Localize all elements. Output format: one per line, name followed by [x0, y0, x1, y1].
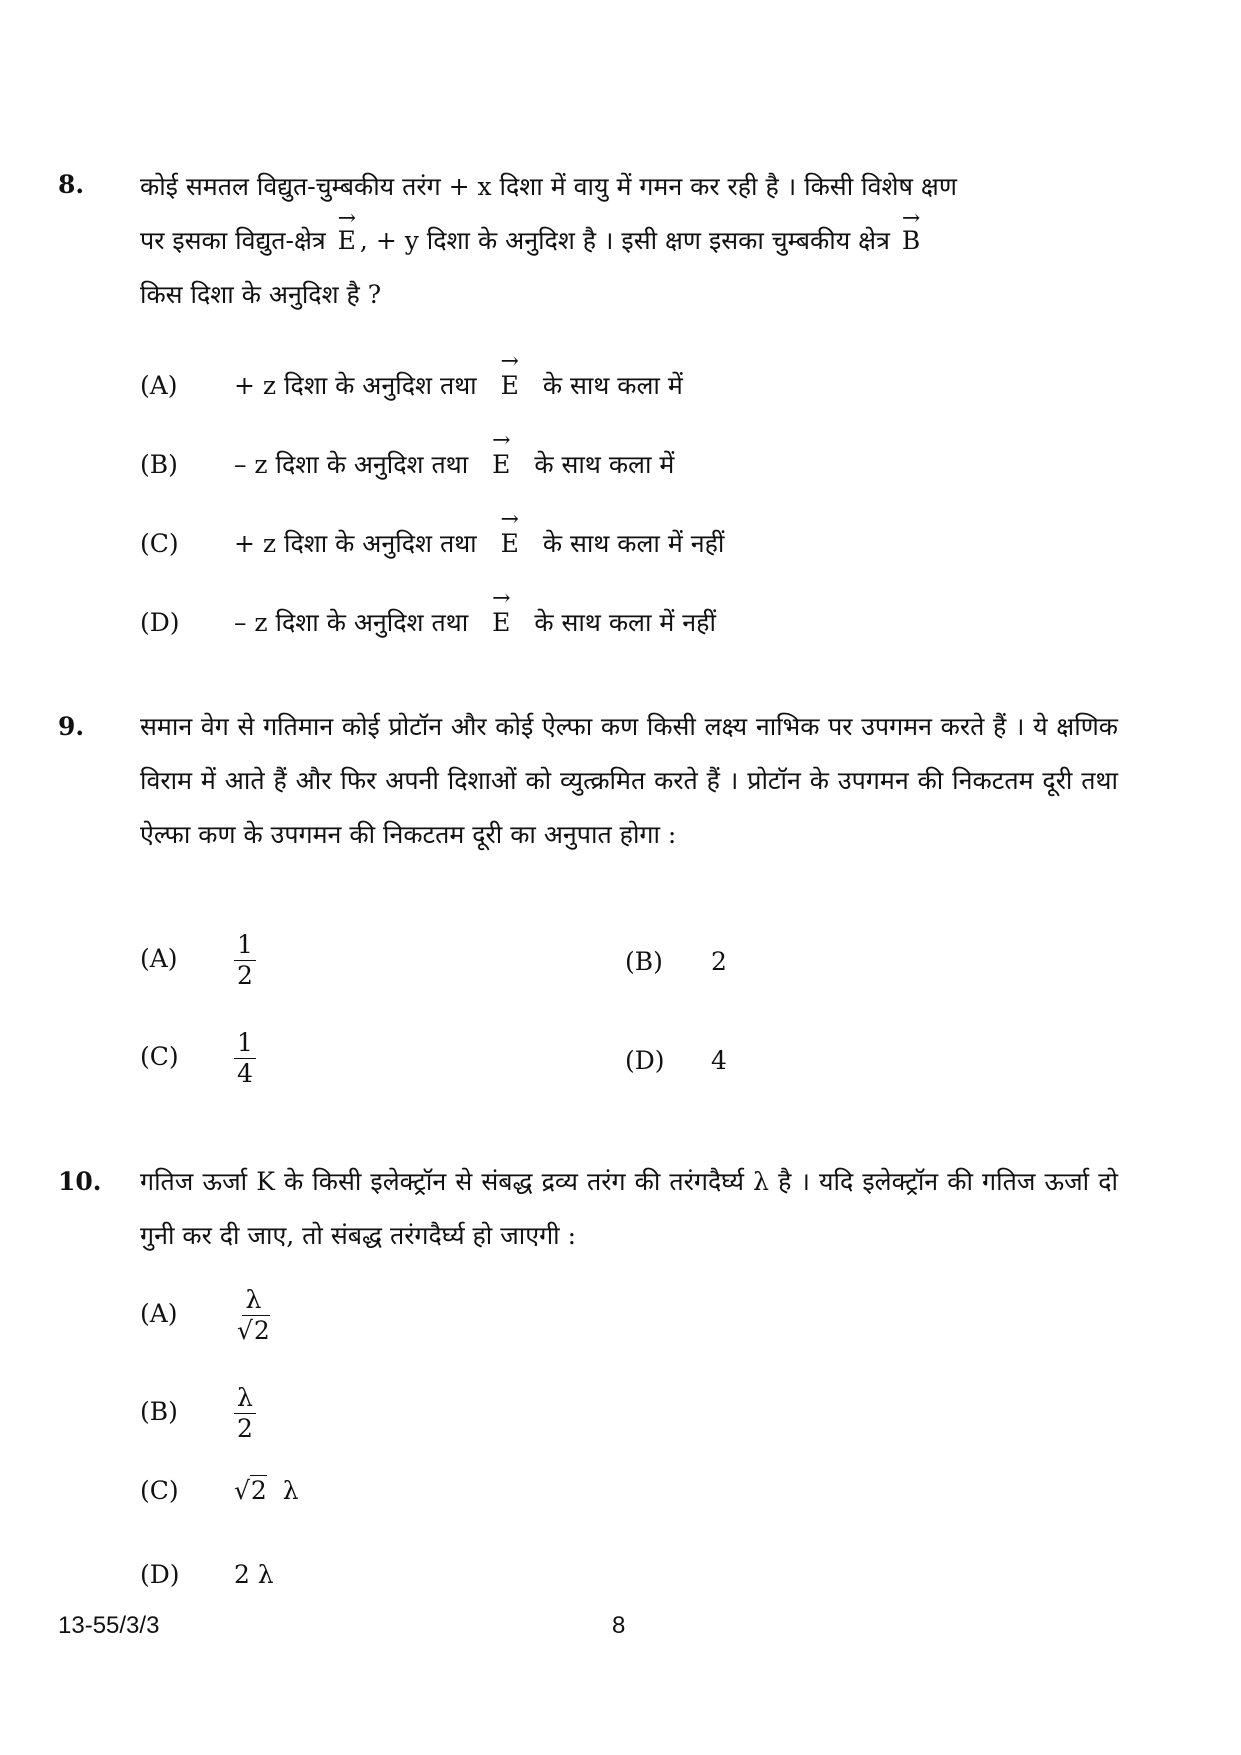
- option-text: + z दिशा के अनुदिश तथा: [233, 529, 477, 558]
- question-text-part: पर इसका विद्युत-क्षेत्र: [140, 226, 326, 255]
- question-number: 9.: [58, 712, 85, 741]
- question-8: [58, 160, 1118, 322]
- fraction: [234, 1383, 256, 1444]
- fraction: [234, 1285, 273, 1346]
- option-text: के साथ कला में: [534, 450, 675, 479]
- question-text: [140, 160, 1118, 322]
- question-number: 10.: [58, 1167, 102, 1196]
- option-label: (B): [140, 450, 178, 479]
- option-10b: [140, 1383, 256, 1444]
- option-8b: [140, 447, 674, 481]
- option-value: 2: [710, 947, 727, 976]
- option-9b: [625, 947, 727, 976]
- option-label: (A): [140, 371, 178, 400]
- page-number: 8: [612, 1612, 626, 1639]
- option-text: – z दिशा के अनुदिश तथा: [233, 450, 469, 479]
- option-label: (D): [140, 1560, 180, 1589]
- vector-e: → E: [497, 371, 523, 400]
- option-text: के साथ कला में: [542, 371, 683, 400]
- denominator: 4: [236, 1059, 253, 1088]
- fraction: [234, 1028, 256, 1089]
- option-9d: [625, 1046, 727, 1075]
- option-label: (A): [140, 1299, 178, 1328]
- option-value: λ: [282, 1476, 299, 1505]
- numerator: λ: [242, 1285, 264, 1316]
- vector-b: → B: [898, 214, 924, 268]
- square-root: √2: [236, 1316, 270, 1345]
- option-label: (B): [140, 1397, 178, 1426]
- option-text: के साथ कला में नहीं: [534, 608, 716, 637]
- question-line: किस दिशा के अनुदिश है ?: [140, 280, 382, 309]
- option-10c: [140, 1476, 299, 1505]
- option-label: (C): [140, 1042, 179, 1071]
- option-value: 2 λ: [233, 1560, 274, 1589]
- numerator: 1: [234, 930, 256, 961]
- option-10a: [140, 1285, 273, 1346]
- question-text: गतिज ऊर्जा K के किसी इलेक्ट्रॉन से संबद्ध द्रव्य तरंग की तरंगदैर्घ्य λ है । यदि इलेक्ट्रॉन की गतिज ऊर्जा दो गुनी कर दी जाए, तो संबद्ध तरंगदैर्घ्य हो जाएगी :: [140, 1167, 1118, 1250]
- radicand: 2: [253, 1316, 270, 1345]
- vector-e: → E: [334, 214, 360, 268]
- numerator: λ: [234, 1383, 256, 1414]
- question-text-part: , + y दिशा के अनुदिश है । इसी क्षण इसका चुम्बकीय क्षेत्र: [359, 226, 890, 255]
- fraction: [234, 930, 256, 991]
- radicand: 2: [250, 1476, 267, 1505]
- numerator: 1: [234, 1028, 256, 1059]
- question-10: [58, 1155, 1118, 1263]
- denominator: 2: [236, 961, 253, 990]
- option-text: + z दिशा के अनुदिश तथा: [233, 371, 477, 400]
- option-8c: [140, 526, 724, 560]
- paper-code: 13-55/3/3: [58, 1612, 160, 1639]
- option-label: (C): [140, 529, 179, 558]
- option-text: के साथ कला में नहीं: [542, 529, 725, 558]
- option-label: (A): [140, 944, 178, 973]
- vector-e: → E: [488, 608, 514, 637]
- option-label: (C): [140, 1476, 179, 1505]
- option-label: (D): [140, 608, 180, 637]
- option-value: 4: [710, 1046, 727, 1075]
- option-8a: [140, 368, 683, 402]
- option-9a: [140, 930, 256, 991]
- option-label: (D): [625, 1046, 665, 1075]
- question-text: समान वेग से गतिमान कोई प्रोटॉन और कोई ऐल्फा कण किसी लक्ष्य नाभिक पर उपगमन करते हैं । ये क्षणिक विराम में आते हैं और फिर अपनी दिशाओं को व्युत्क्रमित करते हैं । प्रोटॉन के उपगमन की निकटतम दूरी तथा ऐल्फा कण के उपगमन की निकटतम दूरी का अनुपात होगा :: [140, 712, 1118, 849]
- denominator: [234, 1316, 273, 1346]
- option-8d: [140, 605, 716, 639]
- question-line: कोई समतल विद्युत-चुम्बकीय तरंग + x दिशा में वायु में गमन कर रही है । किसी विशेष क्षण: [140, 172, 957, 201]
- question-9: [58, 700, 1118, 862]
- vector-e: → E: [497, 529, 523, 558]
- vector-e: → E: [488, 450, 514, 479]
- question-line: [140, 214, 1118, 268]
- denominator: 2: [236, 1414, 253, 1443]
- option-text: – z दिशा के अनुदिश तथा: [233, 608, 469, 637]
- square-root: √2: [233, 1476, 267, 1505]
- option-10d: [140, 1560, 274, 1589]
- question-number: 8.: [58, 170, 85, 199]
- option-9c: [140, 1028, 256, 1089]
- option-label: (B): [625, 947, 663, 976]
